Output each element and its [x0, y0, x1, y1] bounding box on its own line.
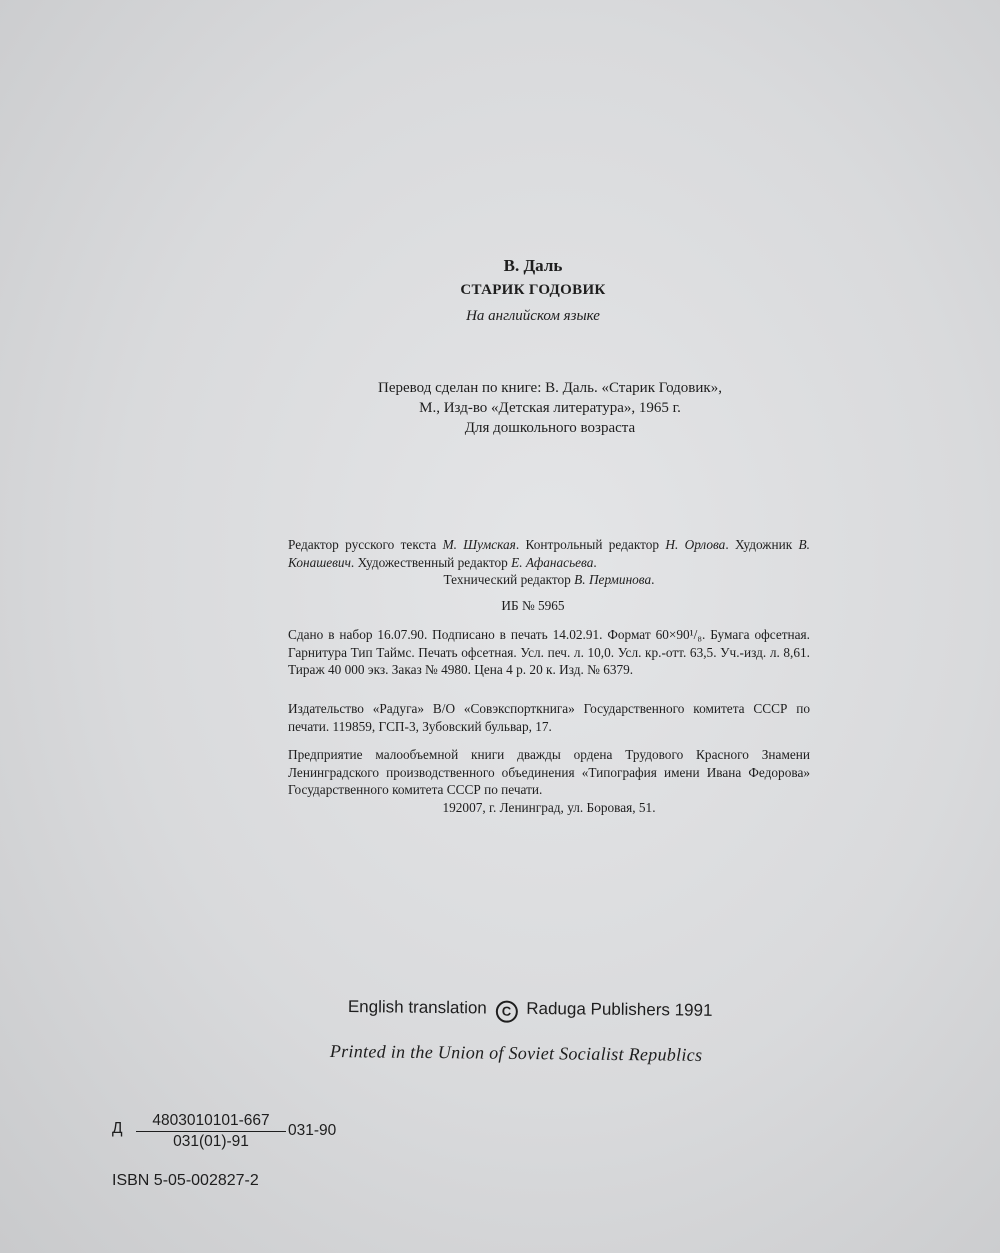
copyright-icon: C — [495, 1001, 517, 1023]
book-title: СТАРИК ГОДОВИК — [460, 282, 606, 298]
ib-number: ИБ № 5965 — [501, 598, 565, 613]
credit-name: Е. Афанасьева — [511, 554, 594, 570]
credit-name: В. Перминова — [574, 572, 652, 587]
credit-name: Н. Орлова — [665, 537, 726, 552]
author-name: В. Даль — [503, 256, 563, 275]
code-letter: Д — [112, 1120, 123, 1137]
isbn: ISBN 5-05-002827-2 — [112, 1172, 259, 1189]
credit-text: Редактор русского текста — [288, 537, 443, 552]
publisher-info: Издательство «Радуга» В/О «Совэкспорткнига» Государственного комитета СССР по печати. 119859, ГСП-3, Зубовский бульвар, 17. — [288, 701, 810, 734]
source-line: Для дошкольного возраста — [464, 420, 636, 436]
editors-credits — [288, 536, 810, 589]
printed-in-line: Printed in the Union of Soviet Socialist Republics — [329, 1041, 703, 1065]
credit-name: М. Шумская — [442, 537, 516, 552]
code-denominator: 031(01)-91 — [173, 1133, 249, 1150]
credit-text: Технический редактор — [443, 572, 575, 587]
source-info — [300, 378, 800, 438]
publisher-copyright: Raduga Publishers 1991 — [526, 998, 713, 1020]
plant-address: 192007, г. Ленинград, ул. Боровая, 51. — [442, 799, 656, 815]
tech-editor-line — [288, 571, 810, 589]
credit-text: . — [593, 554, 597, 570]
credit-text: . Контрольный редактор — [515, 537, 666, 552]
credit-text: . Художник — [725, 537, 799, 552]
credit-name: В. Конашевич — [288, 537, 810, 570]
printing-plant-info — [288, 746, 810, 816]
credit-text: . Художественный редактор — [350, 554, 512, 570]
code-fraction — [136, 1112, 286, 1151]
source-line: М., Изд-во «Детская литература», 1965 г. — [419, 400, 681, 416]
credit-text: . — [651, 572, 655, 587]
code-suffix: 031-90 — [288, 1122, 337, 1139]
copyright-line — [348, 997, 713, 1025]
source-line: Перевод сделан по книге: В. Даль. «Старик Годовик», — [378, 380, 722, 396]
language-note: На английском языке — [466, 308, 600, 324]
plant-text: Предприятие малообъемной книги дважды ордена Трудового Красного Знамени Ленинградского производственного объединения «Типография имени Ивана Федорова» Государственного комитета СССР по печати. — [288, 747, 810, 797]
print-details: Сдано в набор 16.07.90. Подписано в печать 14.02.91. Формат 60×90¹/₈. Бумага офсетная. Гарнитура Тип Таймс. Печать офсетная. Усл. печ. л. 10,0. Усл. кр.-отт. 63,5. Уч.-изд. л. 8,61. Тираж 40 000 экз. Заказ № 4980. Цена 4 р. 20 к. Изд. № 6379. — [288, 627, 810, 677]
english-translation-label: English translation — [347, 997, 487, 1018]
code-numerator: 4803010101-667 — [136, 1112, 286, 1132]
